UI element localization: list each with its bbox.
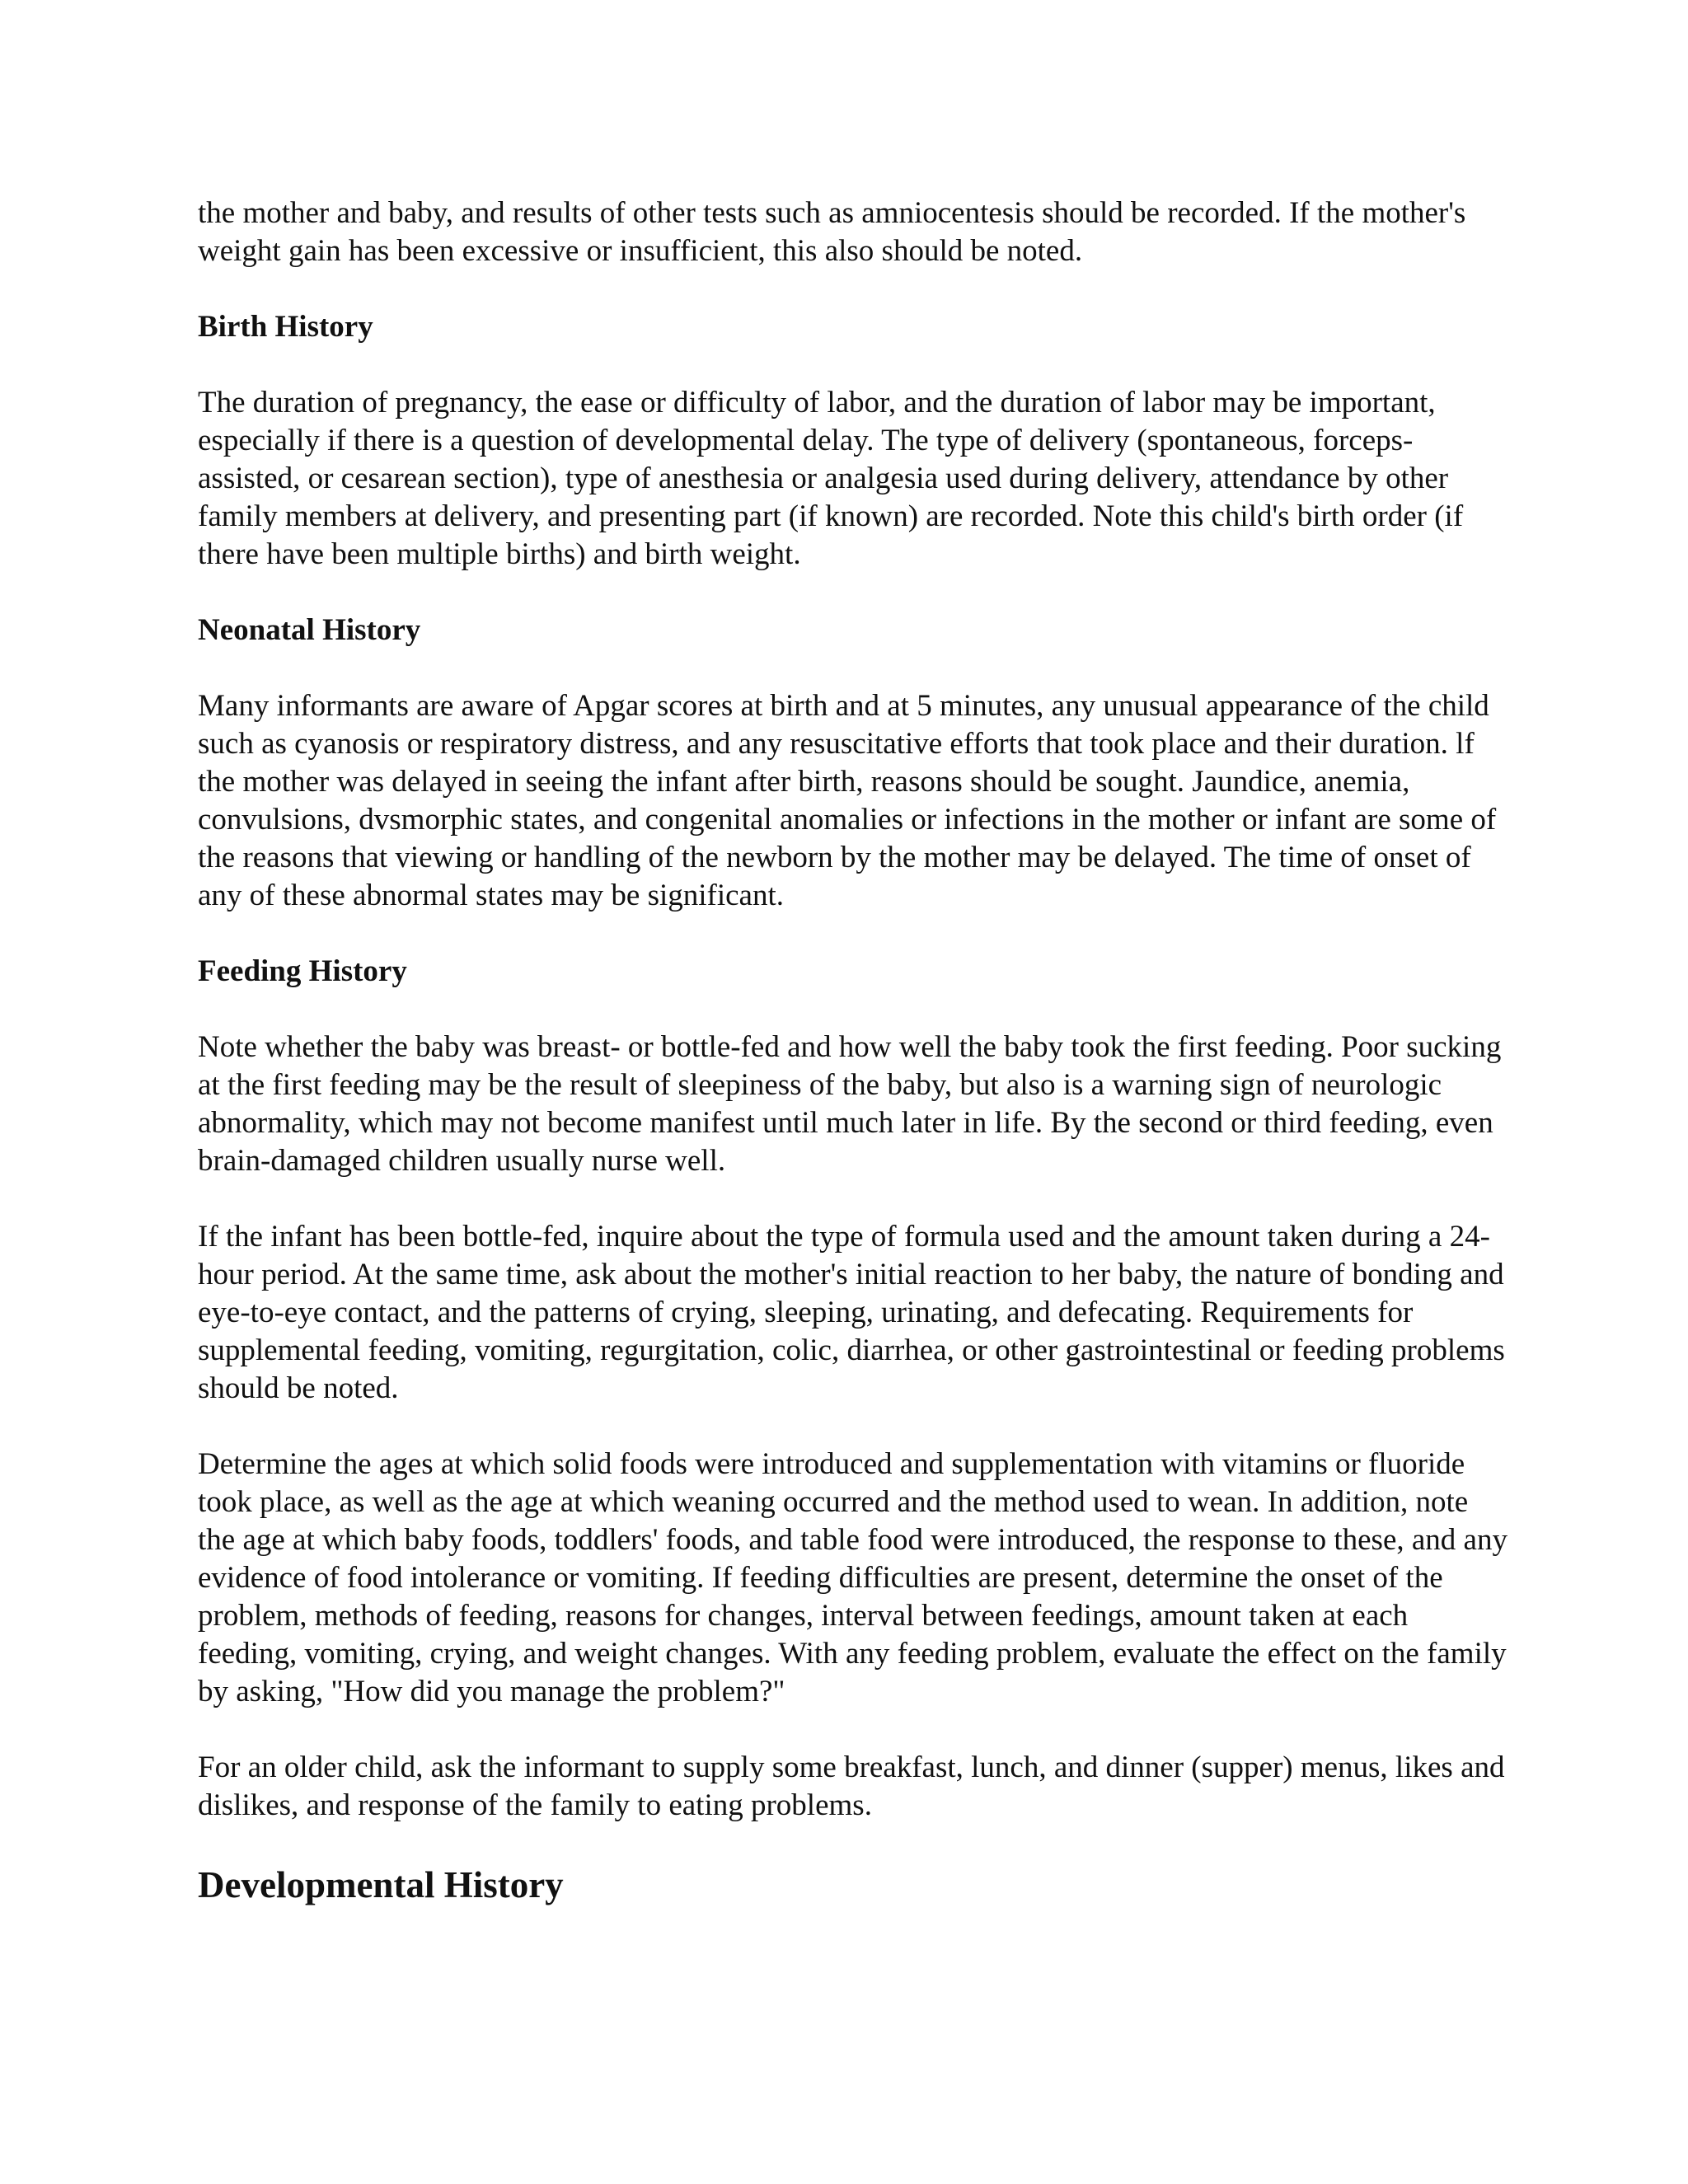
feeding-history-paragraph-4: For an older child, ask the informant to supply some breakfast, lunch, and dinner (supper) menus, likes and dislikes, and response of the family to eating problems. xyxy=(198,1750,1505,1822)
feeding-history-paragraph-2: If the infant has been bottle-fed, inquire about the type of formula used and the amount taken during a 24-hour period. At the same time, ask about the mother's initial reaction to her baby, the nature of bonding and eye-to-eye contact, and the patterns of crying, sleeping, urinating, and defecating. Requirements for supplemental feeding, vomiting, regurgitation, colic, diarrhea, or other gastrointestinal or feeding problems should be noted. xyxy=(198,1220,1505,1405)
feeding-history-paragraph-3: Determine the ages at which solid foods were introduced and supplementation with vitamins or fluoride took place, as well as the age at which weaning occurred and the method used to wean. In addition, note the age at which baby foods, toddlers' foods, and table food were introduced, the response to these, and any evidence of food intolerance or vomiting. If feeding difficulties are present, determine the onset of the problem, methods of feeding, reasons for changes, interval between feedings, amount taken at each feeding, vomiting, crying, and weight changes. With any feeding problem, evaluate the effect on the family by asking, "How did you manage the problem?" xyxy=(198,1447,1507,1708)
feeding-history-heading: Feeding History xyxy=(198,954,407,988)
neonatal-history-paragraph: Many informants are aware of Apgar scores at birth and at 5 minutes, any unusual appearance of the child such as cyanosis or respiratory distress, and any resuscitative efforts that took place and their duration. lf the mother was delayed in seeing the infant after birth, reasons should be sought. Jaundice, anemia, convulsions, dvsmorphic states, and congenital anomalies or infections in the mother or infant are some of the reasons that viewing or handling of the newborn by the mother may be delayed. The time of onset of any of these abnormal states may be significant. xyxy=(198,689,1497,912)
feeding-history-paragraph-1: Note whether the baby was breast- or bottle-fed and how well the baby took the first feeding. Poor sucking at the first feeding may be the result of sleepiness of the baby, but also is a warning sign of neurologic abnormality, which may not become manifest until much later in life. By the second or third feeding, even brain-damaged children usually nurse well. xyxy=(198,1030,1502,1178)
neonatal-history-heading: Neonatal History xyxy=(198,613,421,647)
intro-paragraph: the mother and baby, and results of other tests such as amniocentesis should be recorded. If the mother's weight gain has been excessive or insufficient, this also should be noted. xyxy=(198,196,1466,268)
birth-history-paragraph: The duration of pregnancy, the ease or difficulty of labor, and the duration of labor may be important, especially if there is a question of developmental delay. The type of delivery (spontaneous, forceps-assisted, or cesarean section), type of anesthesia or analgesia used during delivery, attendance by other family members at delivery, and presenting part (if known) are recorded. Note this child's birth order (if there have been multiple births) and birth weight. xyxy=(198,386,1464,571)
developmental-history-heading: Developmental History xyxy=(198,1864,564,1905)
document-page xyxy=(198,194,1508,1907)
birth-history-heading: Birth History xyxy=(198,310,373,344)
